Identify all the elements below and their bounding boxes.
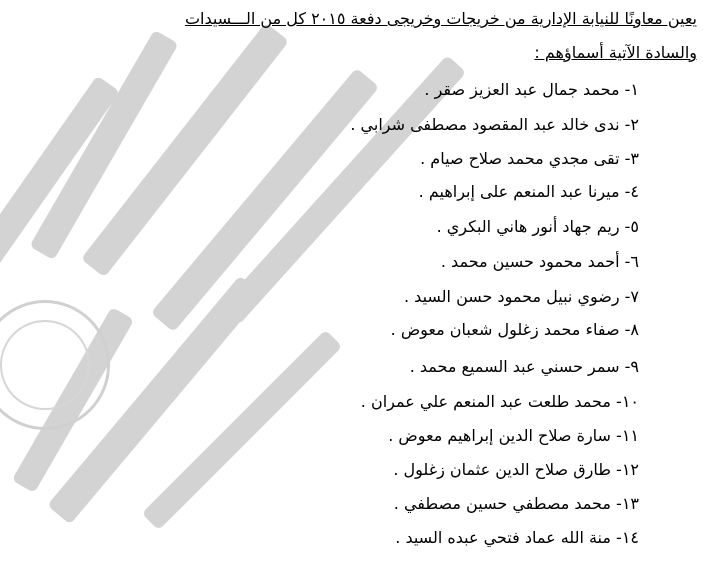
list-item: ٥- ريم جهاد أنور هاني البكري .: [436, 217, 639, 236]
heading-line-1: يعين معاونًا للنيابة الإدارية من خريجات وخريجى دفعة ٢٠١٥ كل من الـــسيدات: [184, 9, 697, 28]
list-item: ١- محمد جمال عبد العزيز صقر .: [424, 80, 639, 99]
list-item: ١١- سارة صلاح الدين إبراهيم معوض .: [388, 426, 639, 445]
list-item: ١٠- محمد طلعت عبد المنعم علي عمران .: [360, 392, 639, 411]
list-item: ٢- ندى خالد عبد المقصود مصطفى شرابي .: [350, 115, 639, 134]
list-item: ١٤- منة الله عماد فتحي عبده السيد .: [395, 528, 639, 547]
list-item: ١٢- طارق صلاح الدين عثمان زغلول .: [393, 460, 639, 479]
seal-inner-ring: [0, 320, 90, 410]
list-item: ٦- أحمد محمود حسين محمد .: [440, 252, 639, 271]
list-item: ٩- سمر حسني عبد السميع محمد .: [409, 357, 639, 376]
heading-line-2: والسادة الآتية أسماؤهم :: [534, 43, 697, 62]
list-item: ٤- ميرنا عبد المنعم على إبراهيم .: [418, 182, 639, 201]
list-item: ٧- رضوي نبيل محمود حسن السيد .: [404, 287, 639, 306]
list-item: ٨- صفاء محمد زغلول شعبان معوض .: [390, 320, 639, 339]
list-item: ٣- تقى مجدي محمد صلاح صيام .: [420, 149, 639, 168]
list-item: ١٣- محمد مصطفي حسين مصطفي .: [393, 494, 639, 513]
